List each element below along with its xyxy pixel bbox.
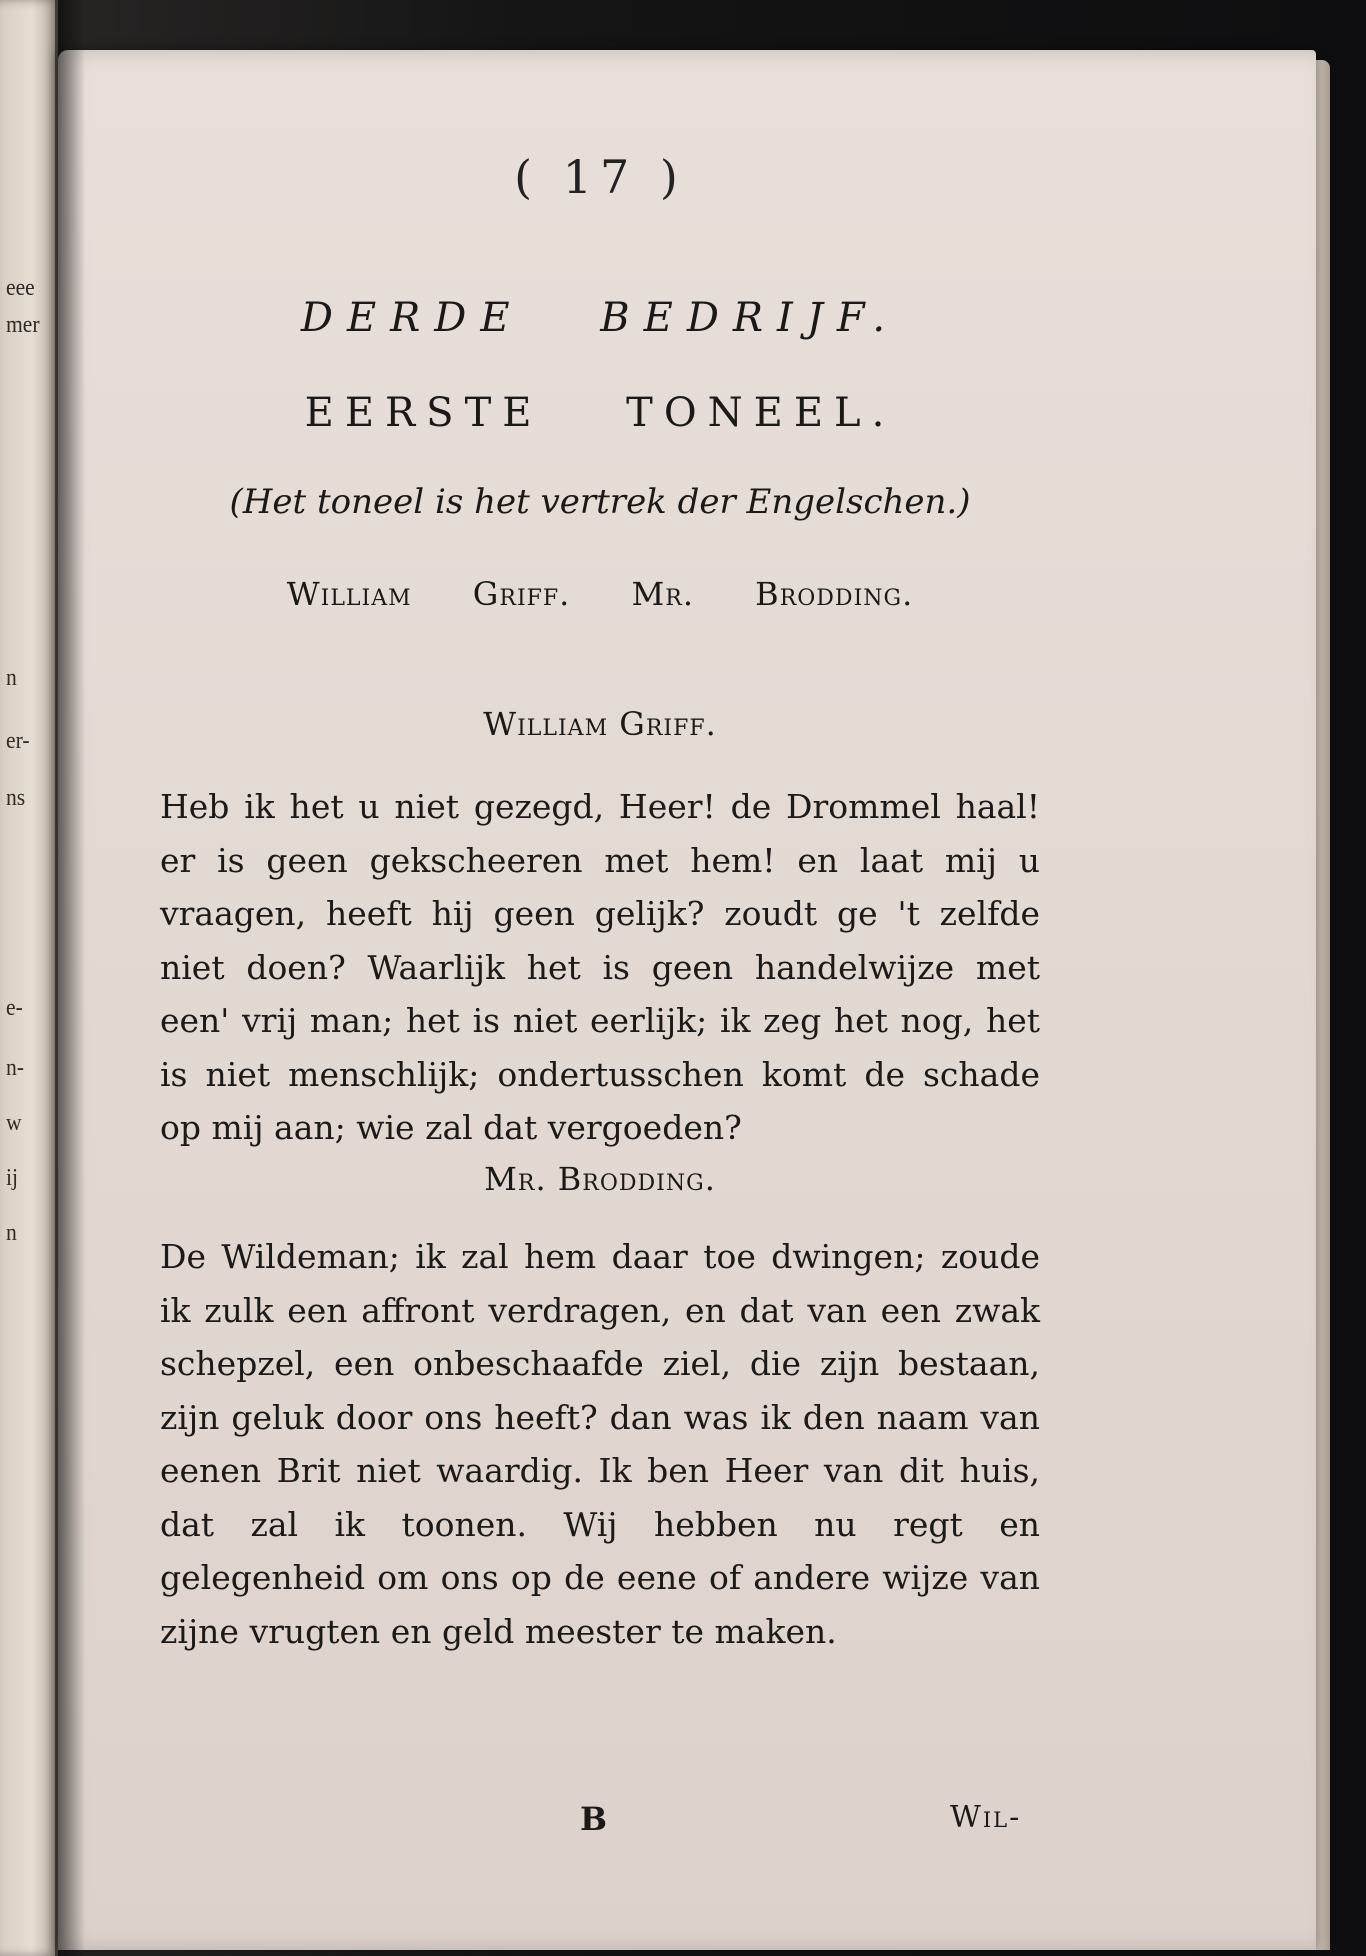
speaker-name: Mr. Brodding.	[484, 1160, 716, 1198]
previous-page-edge	[0, 0, 58, 1956]
gutter-shadow	[55, 0, 85, 1956]
left-page-fragment: n	[6, 665, 17, 691]
left-page-fragment: er-	[6, 728, 30, 754]
act-title: DERDE BEDRIJF.	[300, 295, 900, 341]
left-page-fragment: ij	[6, 1165, 19, 1191]
left-page-fragment: e-	[6, 995, 23, 1021]
character-list: William Griff. Mr. Brodding.	[286, 575, 914, 613]
scene-title: EERSTE TONEEL.	[304, 390, 896, 436]
speech-text: Heb ik het u niet gezegd, Heer! de Drommel haal! er is geen gekscheeren met hem! en laat mij u vraagen, heeft hij geen gelijk? zoudt ge 't zelfde niet doen? Waarlijk het is geen handelwijze met een' vrij man; het is niet eerlijk; ik zeg het nog, het is niet menschlijk; ondertusschen komt de schade op mij aan; wie zal dat vergoeden?	[160, 787, 1040, 1147]
page-number: ( 17 )	[514, 150, 686, 204]
left-page-fragment: ns	[6, 785, 26, 811]
left-page-fragment: eee	[6, 275, 35, 301]
speech-text: De Wildeman; ik zal hem daar toe dwingen; zoude ik zulk een affront verdragen, en dat van een zwak schepzel, een onbeschaafde ziel, die zijn bestaan, zijn geluk door ons heeft? dan was ik den naam van eenen Brit niet waardig. Ik ben Heer van dit huis, dat zal ik toonen. Wij hebben nu regt en gelegenheid om ons op de eene of andere wijze van zijne vrugten en geld meester te maken.	[160, 1237, 1040, 1651]
signature-mark: B	[580, 1800, 608, 1838]
speaker-name: William Griff.	[483, 705, 717, 743]
left-page-fragment: n	[6, 1220, 17, 1246]
left-page-fragment: n-	[6, 1055, 24, 1081]
stage-direction: (Het toneel is het vertrek der Engelschen.)	[229, 482, 971, 522]
left-page-fragment: mer	[6, 312, 40, 338]
catchword: Wil-	[950, 1800, 1022, 1835]
left-page-fragment: w	[6, 1110, 22, 1136]
